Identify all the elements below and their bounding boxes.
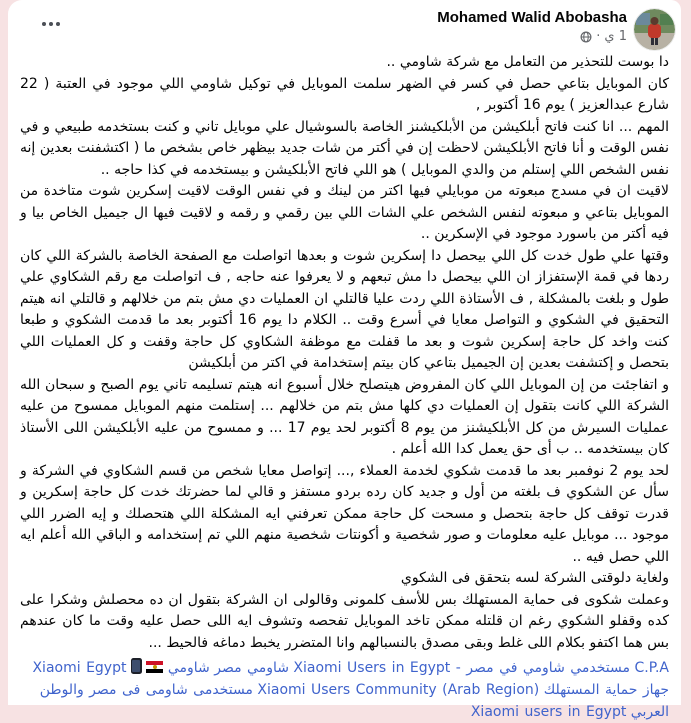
page-tag-link[interactable]: مستخدمي شاومي في مصر - Xiaomi Users in Egypt: [293, 660, 630, 676]
page-tag-link[interactable]: مستخدمى شاومى فى مصر والوطن العربي: [40, 682, 669, 720]
globe-icon: [580, 31, 592, 43]
page-tag-link[interactable]: Xiaomi Egypt: [32, 660, 126, 676]
page-tag-link[interactable]: جهاز حماية المستهلك: [544, 682, 669, 698]
post-tags: [8, 654, 681, 723]
page-tag-link[interactable]: Xiaomi Users Community (Arab Region): [257, 682, 539, 698]
ellipsis-icon: [42, 22, 46, 26]
egypt-flag-icon: [146, 661, 163, 673]
meta-separator: ·: [596, 28, 600, 45]
post-paragraph: وعملت شكوى فى حماية المستهلك بس للأسف كلمونى وقالولى ان الشركة بتقول ان ده محصلش وشكرا على كده وقفلو الشكوي رغم ان قلتله ممكن تاخد الموبايل تفحصه وتشوف ايه اللى حصل عليه وقت ما كان عندهم بس هما اكتفو بكلام اللى غلط وبقى مصدق بالنسبالهم وانا المتضرر يخبط دماغه فالحيط ...: [20, 590, 669, 655]
post-paragraph: و اتفاجئت من إن الموبايل اللي كان المفروض هيتصلح خلال أسبوع انه هيتم تسليمه تاني يوم الصبح و سبحان الله الشركة اللي كانت بتقول إن العمليات دي كلها مش بتم من خلالهم ... إستلمت منهم الموبايل ممسوح من عليه عمليات السيرش من كل الأبلكيشنز من يوم 8 أكتوبر لحد يوم 17 ... و ممسوح من عليه الأبلكيشن اللى الأستاذ كان بيستخدمه .. ب أى حق يعمل كدا الله أعلم .: [20, 375, 669, 461]
post-header: [8, 0, 681, 52]
phone-icon: [131, 658, 142, 674]
page-tag-link[interactable]: C.P.A: [634, 660, 669, 676]
page-tag-link[interactable]: شاومي: [168, 660, 210, 676]
post-paragraph: ولغاية دلوقتى الشركة لسه بتحقق فى الشكوي: [20, 568, 669, 590]
post-options-button[interactable]: [38, 18, 64, 30]
ellipsis-icon: [49, 22, 53, 26]
facebook-post-card: [8, 0, 681, 705]
post-meta: [437, 28, 627, 45]
page-tag-link[interactable]: Xiaomi users in Egypt: [471, 704, 627, 720]
ellipsis-icon: [56, 22, 60, 26]
profile-photo: [634, 9, 675, 50]
author-name[interactable]: Mohamed Walid Abobasha: [437, 8, 627, 28]
profile-avatar[interactable]: [634, 9, 675, 50]
post-paragraph: دا بوست للتحذير من التعامل مع شركة شاومي ..: [20, 52, 669, 74]
post-paragraph: كان الموبايل بتاعي حصل في كسر في الضهر سلمت الموبايل في توكيل شاومي اللي موجود في العتبة ( 22 شارع عبدالعزيز ) يوم 16 أكتوبر ,: [20, 74, 669, 117]
post-paragraph: لاقيت ان في مسدج مبعوته من موبايلي فيها اكتر من لينك و في نفس الوقت لاقيت إسكرين شوت متاخدة من الموبايل بتاعي و مبعوته لنفس الشخص علي الشات اللي بين رقمي و رقمه و لاقيت فيها ال جيميل الخاص بيا و فيه أكتر من باسورد موجود في الإسكرين ..: [20, 181, 669, 246]
page-tag-link[interactable]: شاومي مصر: [214, 660, 289, 676]
post-paragraph: المهم ... انا كنت فاتح أبلكيشن من الأبلكيشنز الخاصة بالسوشيال علي موبايل تاني و كنت بستخدمه طبيعي و في نفس الوقت و أنا فاتح الأبلكيشن لاحظت إن في أكتر من شات جديد بيظهر خاص بشخص ما ( اكتشفنت بعدين إنه نفس الشخص اللي إستلم من والدي الموبايل ) هو اللي فاتح الأبلكيشن و بيستخدمه في كذا حاجه ..: [20, 117, 669, 182]
post-paragraph: لحد يوم 2 نوفمبر بعد ما قدمت شكوي لخدمة العملاء ,... إتواصل معايا شخص من قسم الشكاوي في الشركة و سأل عن الشكوي ف بلغته من أول و جديد كان رده بردو مستفز و قالي لما حضرتك خدت كل حاجة إسكرين و قدرت توقف كل حاجة بتحصل و مسحت كل حاجة ممكن تعرفني ايه المشكلة اللي هتحصلك و إيه الضرر اللي موجود ... موبايل عليه معلومات و صور شخصية و أكونتات شخصية منهم اللي تم إستخدامه و الباقي الله أعلم ايه اللي حصل فيه ..: [20, 461, 669, 569]
author-block: [437, 8, 627, 45]
post-timestamp[interactable]: 1 ي: [604, 28, 627, 45]
post-text: [8, 52, 681, 654]
post-paragraph: وقتها علي طول خدت كل اللي بيحصل دا إسكرين شوت و بعدها اتواصلت مع الصفحة الخاصة بالشركة اللي كان ردها في قمة الإستفزاز ان اللي بيحصل دا مش تبعهم و لا يعرفوا عنه حاجه , ف اتواصلت مع رقم الشكاوي علي طول و بلغت بالمشكلة , ف الأستاذة اللي ردت عليا قالتلي ان العمليات دي مش بتم من خلالهم و قالتلي انه هيتم التحقيق في الشكوي و التواصل معايا في أسرع وقت .. الكلام دا يوم 16 أكتوبر بعد ما قدمت الشكوي و طبعا كنت واخد كل حاجة إسكرين شوت و بعد ما قفلت مع موظفة الشكاوي كل حاجة وقفت و كل العمليات اللي بتحصل و إكتشفت بعدين إن الجيميل بتاعي كان بيتم إستخدامة في اكتر من أبلكيشن: [20, 246, 669, 375]
